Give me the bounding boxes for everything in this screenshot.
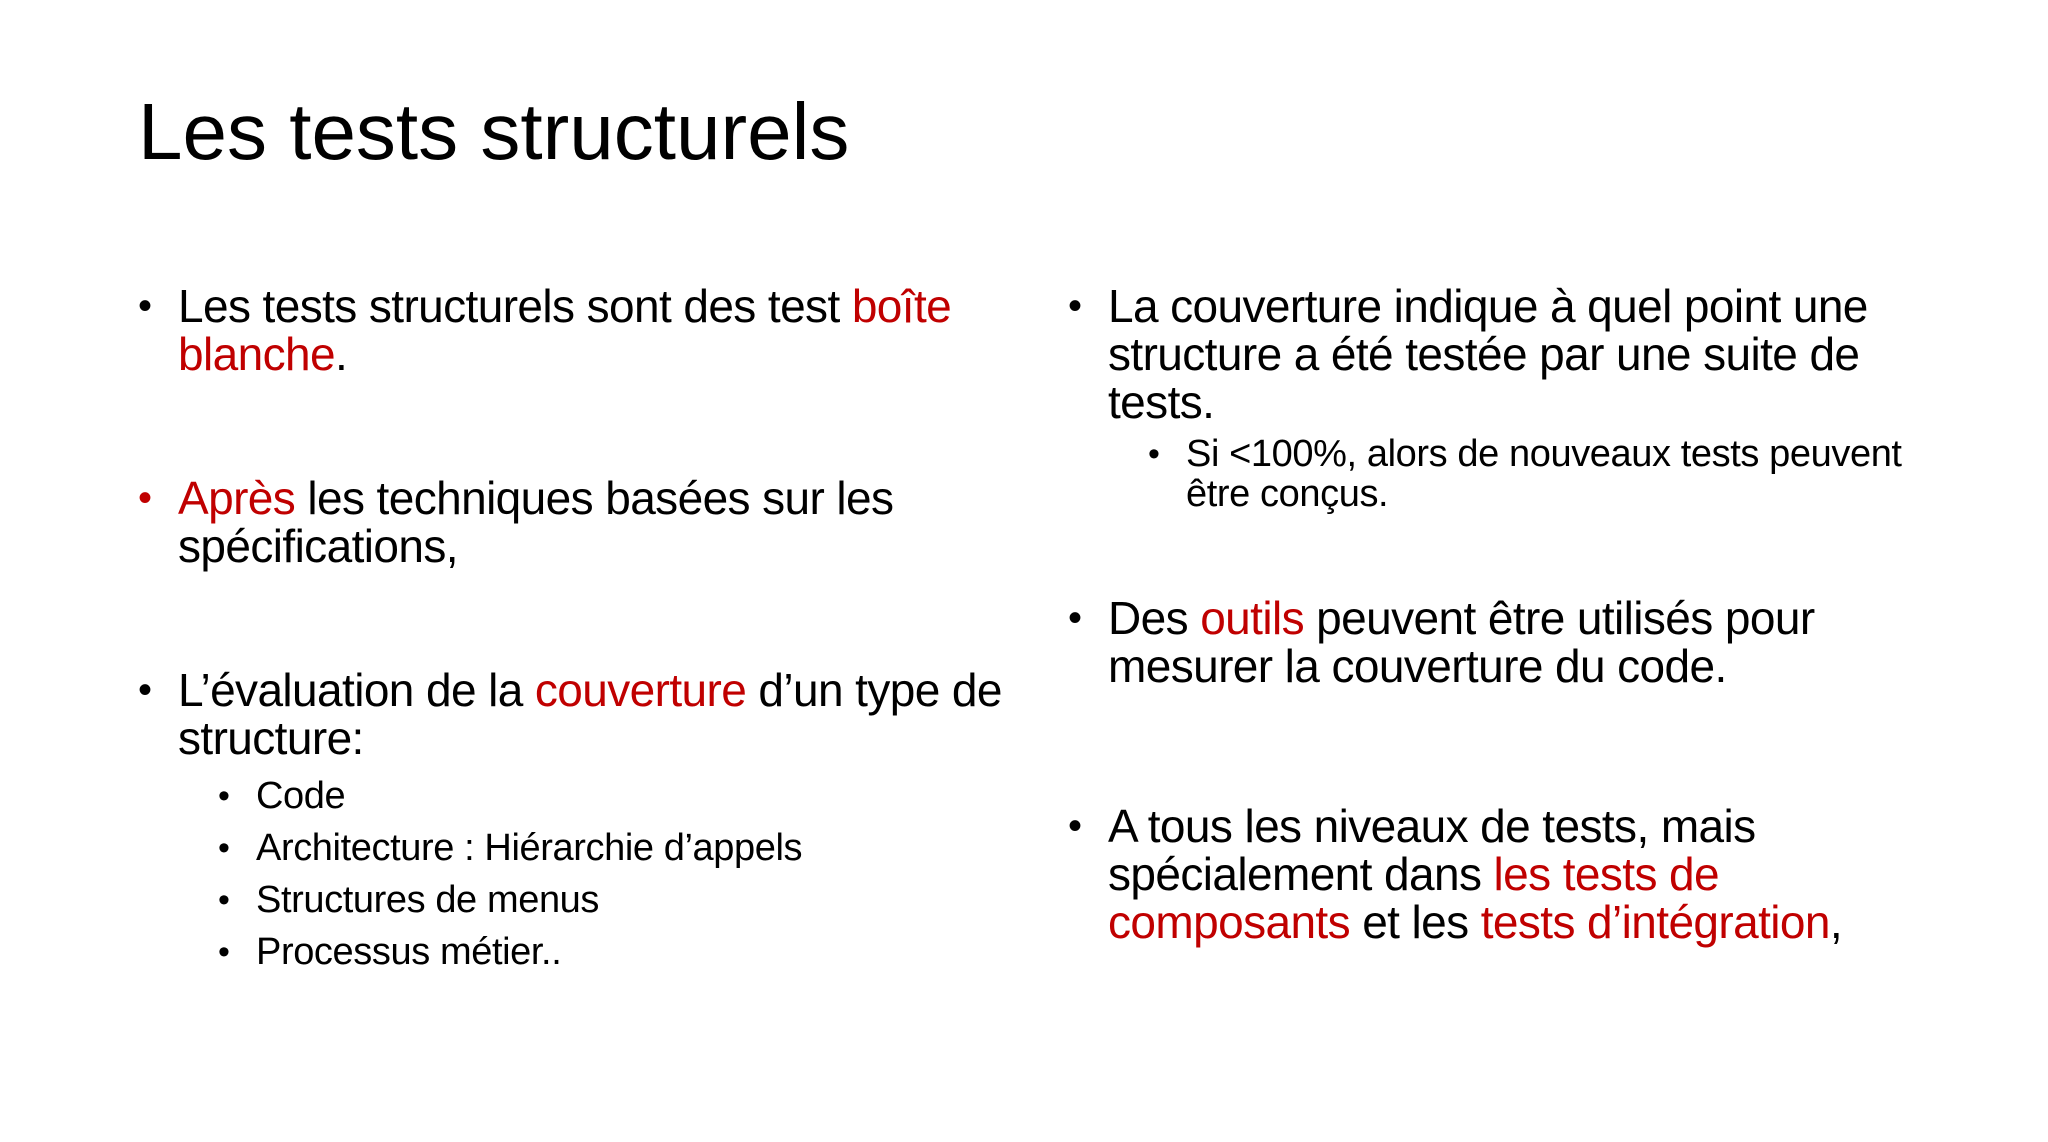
bullet-item-white-box (138, 282, 1018, 378)
bullet-icon: • (1068, 284, 1082, 328)
left-column (138, 282, 1018, 978)
bullet-item-test-levels (1068, 802, 1948, 946)
text-run: Des (1108, 592, 1201, 644)
bullet-icon: • (218, 881, 230, 919)
highlight-text: couverture (534, 664, 747, 716)
text-run: peuvent être utilisés pour mesurer la couverture du code. (1108, 592, 1815, 692)
bullet-icon: • (1068, 596, 1082, 640)
sub-bullet-business-process (218, 926, 1018, 978)
bullet-icon: • (138, 668, 152, 712)
text-run: L’évaluation de la (178, 664, 535, 716)
left-bullet-list (138, 282, 1018, 978)
highlight-text: outils (1200, 592, 1304, 644)
text-run: La couverture indique à quel point une structure a été testée par une suite de tests. (1108, 280, 1868, 428)
right-column (1068, 282, 1948, 946)
bullet-item-coverage-definition (1068, 282, 1948, 514)
bullet-icon: • (218, 777, 230, 815)
bullet-item-tools (1068, 594, 1948, 690)
structure-type-sublist (218, 770, 1018, 978)
text-run: d’un type de structure: (178, 664, 1002, 764)
sub-bullet-text: Code (256, 775, 346, 817)
text-run: . (334, 328, 348, 380)
text-run: les techniques basées sur les spécifications, (178, 472, 894, 572)
coverage-sublist (1148, 434, 1948, 514)
slide-title: Les tests structurels (138, 87, 850, 176)
highlight-text: tests d’intégration (1480, 896, 1830, 948)
sub-bullet-architecture (218, 822, 1018, 874)
sub-bullet-menus (218, 874, 1018, 926)
text-run: Les tests structurels sont des test (178, 280, 852, 332)
highlight-text: les tests de composants (1108, 848, 1720, 948)
bullet-icon: • (218, 933, 230, 971)
bullet-icon: • (1148, 435, 1160, 473)
bullet-icon: • (138, 284, 152, 328)
sub-bullet-text: Processus métier.. (256, 931, 562, 973)
sub-bullet-text: Si <100%, alors de nouveaux tests peuvent être conçus. (1186, 433, 1902, 515)
bullet-item-after-spec (138, 474, 1018, 570)
sub-bullet-below-100 (1148, 434, 1948, 514)
sub-bullet-text: Architecture : Hiérarchie d’appels (256, 827, 803, 869)
bullet-icon: • (138, 476, 152, 520)
bullet-item-coverage-evaluation (138, 666, 1018, 978)
sub-bullet-text: Structures de menus (256, 879, 600, 921)
text-run: , (1829, 896, 1843, 948)
highlight-text: Après (178, 472, 296, 524)
text-run: et les (1350, 896, 1481, 948)
bullet-icon: • (1068, 804, 1082, 848)
sub-bullet-code (218, 770, 1018, 822)
right-bullet-list (1068, 282, 1948, 946)
highlight-text: boîte blanche (178, 280, 952, 380)
text-run: A tous les niveaux de tests, mais spécialement dans (1108, 800, 1756, 900)
bullet-icon: • (218, 829, 230, 867)
